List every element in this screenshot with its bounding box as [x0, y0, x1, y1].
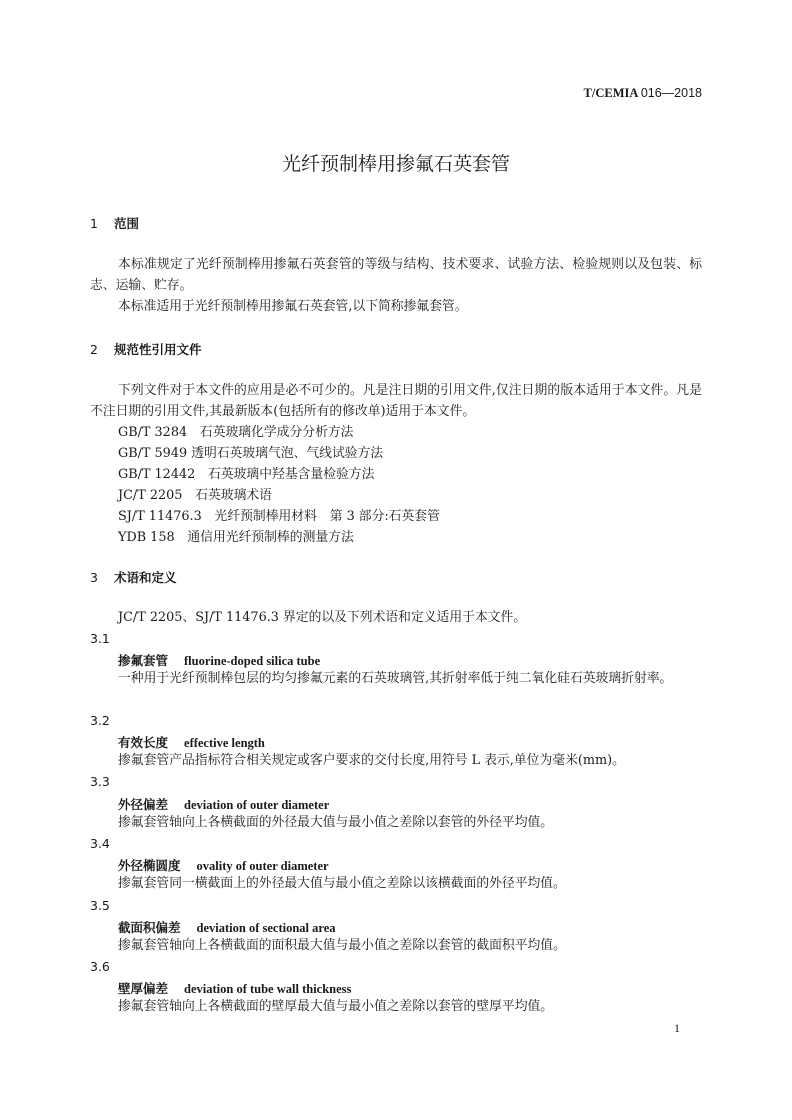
document-title: 光纤预制棒用掺氟石英套管: [281, 153, 510, 175]
reference-item: GB/T 12442 石英玻璃中羟基含量检验方法: [118, 467, 375, 482]
term-number: 3.2: [90, 713, 110, 728]
section-title: 规范性引用文件: [114, 342, 202, 357]
reference-item: GB/T 3284 石英玻璃化学成分分析方法: [118, 425, 354, 440]
section-heading-terms: [90, 568, 177, 586]
term-name-zh: 掺氟套管: [118, 653, 169, 668]
scope-paragraph-1: 本标准规定了光纤预制棒用掺氟石英套管的等级与结构、技术要求、试验方法、检验规则以及包装、标志、运输、贮存。: [90, 257, 702, 293]
term-definition: 掺氟套管轴向上各横截面的面积最大值与最小值之差除以套管的截面积平均值。: [118, 938, 566, 953]
scope-paragraph-2: 本标准适用于光纤预制棒用掺氟石英套管,以下简称掺氟套管。: [118, 299, 468, 314]
term-number: 3.6: [90, 959, 110, 974]
term-definition: 掺氟套管产品指标符合相关规定或客户要求的交付长度,用符号 L 表示,单位为毫米(mm)。: [118, 753, 625, 768]
term-name: [118, 651, 320, 669]
section-number: 1: [90, 216, 98, 231]
term-name-zh: 外径椭圆度: [118, 858, 181, 873]
term-name-en: deviation of tube wall thickness: [184, 982, 352, 996]
section-title: 术语和定义: [114, 570, 177, 585]
reference-item: GB/T 5949 透明石英玻璃气泡、气线试验方法: [118, 446, 384, 461]
term-definition: 一种用于光纤预制棒包层的均匀掺氟元素的石英玻璃管,其折射率低于纯二氧化硅石英玻璃折射率。: [118, 671, 673, 686]
term-name: [118, 856, 329, 874]
standard-code: [584, 86, 702, 101]
terms-intro: JC/T 2205、SJ/T 11476.3 界定的以及下列术语和定义适用于本文件。: [118, 610, 527, 625]
term-name-en: effective length: [184, 736, 265, 750]
page-number: 1: [674, 1021, 680, 1035]
term-name: [118, 918, 336, 936]
term-name-en: fluorine-doped silica tube: [184, 654, 321, 668]
term-name: [118, 979, 351, 997]
term-name-zh: 截面积偏差: [118, 920, 181, 935]
term-number: 3.3: [90, 774, 110, 789]
reference-item: SJ/T 11476.3 光纤预制棒用材料 第 3 部分:石英套管: [118, 509, 440, 524]
term-name-en: ovality of outer diameter: [196, 859, 329, 873]
term-name: [118, 733, 265, 751]
section-number: 3: [90, 570, 98, 585]
term-definition: 掺氟套管同一横截面上的外径最大值与最小值之差除以该横截面的外径平均值。: [118, 876, 566, 891]
standard-number: 016—2018: [640, 86, 702, 100]
section-heading-scope: [90, 214, 139, 232]
term-name: [118, 795, 329, 813]
term-number: 3.5: [90, 898, 110, 913]
standard-org: T/CEMIA: [583, 86, 638, 100]
reference-item: YDB 158 通信用光纤预制棒的测量方法: [118, 530, 354, 545]
section-number: 2: [90, 342, 98, 357]
term-name-zh: 外径偏差: [118, 797, 169, 812]
section-title: 范围: [114, 216, 140, 231]
term-definition: 掺氟套管轴向上各横截面的壁厚最大值与最小值之差除以套管的壁厚平均值。: [118, 999, 554, 1014]
term-number: 3.1: [90, 631, 110, 646]
references-intro: 下列文件对于本文件的应用是必不可少的。凡是注日期的引用文件,仅注日期的版本适用于本文件。凡是不注日期的引用文件,其最新版本(包括所有的修改单)适用于本文件。: [90, 383, 702, 419]
term-name-en: deviation of sectional area: [196, 921, 336, 935]
term-number: 3.4: [90, 836, 110, 851]
section-heading-normative-references: [90, 340, 202, 358]
reference-item: JC/T 2205 石英玻璃术语: [118, 488, 272, 503]
term-name-zh: 有效长度: [118, 735, 169, 750]
term-name-zh: 壁厚偏差: [118, 981, 169, 996]
term-definition: 掺氟套管轴向上各横截面的外径最大值与最小值之差除以套管的外径平均值。: [118, 815, 554, 830]
term-name-en: deviation of outer diameter: [184, 798, 330, 812]
